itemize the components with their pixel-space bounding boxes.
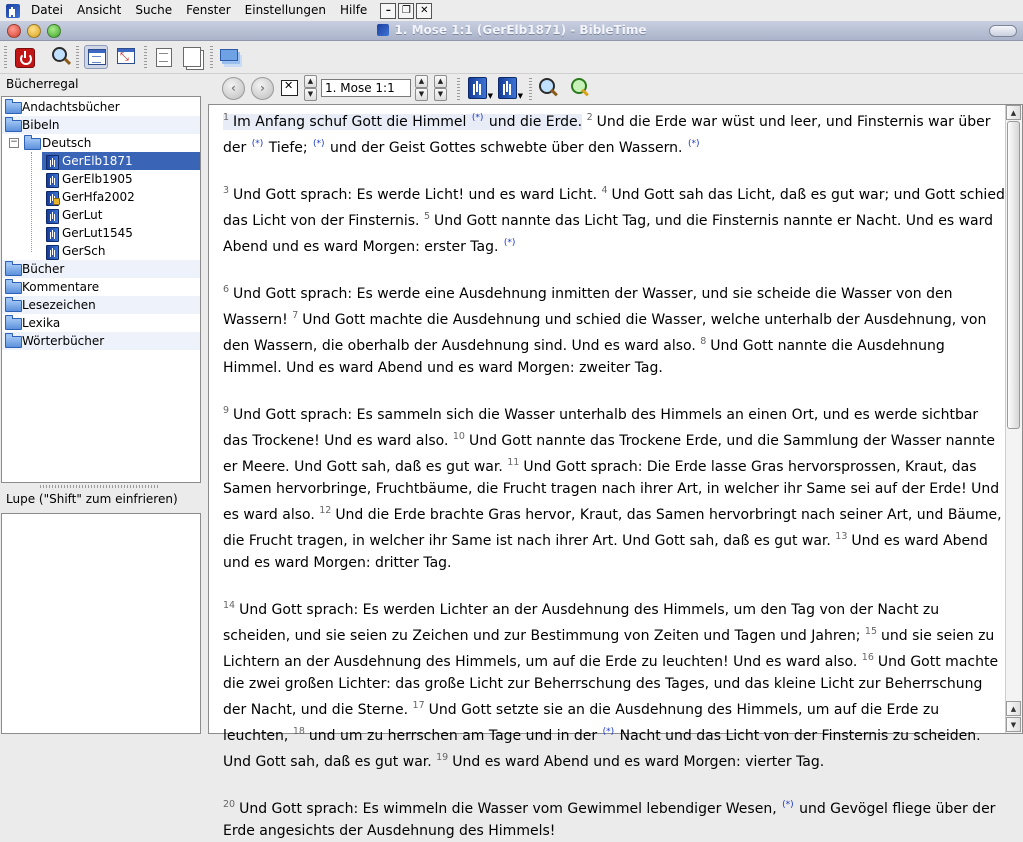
chapter-spinner[interactable] — [415, 75, 428, 101]
clear-reference-button[interactable] — [278, 78, 298, 96]
verse-text: Und es ward Abend und es ward Morgen: dritter Tag. — [223, 533, 988, 571]
verse-number[interactable]: 14 — [223, 600, 236, 611]
dropdown-arrow-icon: ▼ — [517, 92, 523, 100]
open-documents-button[interactable] — [180, 45, 204, 69]
verse[interactable] — [223, 602, 939, 644]
tree-item-lexika[interactable] — [2, 314, 200, 332]
menu-datei[interactable]: Datei — [31, 3, 64, 17]
verse-text: Und die Erde brachte Gras hervor, Kraut, das Samen hervorbringt nach seiner Art, und Bäume, die Frucht tragen, in welcher ihr Same ist nach ihrer Art. Und Gott sah, daß es gut war. — [223, 507, 1002, 549]
verse-number[interactable]: 10 — [452, 431, 465, 442]
previous-chapter-button[interactable]: ▲ — [415, 75, 428, 88]
mag-label: Lupe ("Shift" zum einfrieren) — [6, 492, 178, 506]
verse-spinner[interactable] — [434, 75, 447, 101]
scroll-up-button[interactable]: ▲ — [1006, 105, 1021, 120]
verse[interactable] — [223, 114, 582, 130]
toolbar-grip[interactable] — [210, 46, 213, 68]
verse[interactable] — [436, 754, 824, 770]
bookshelf-label: Bücherregal — [6, 77, 79, 91]
tree-connector — [31, 152, 32, 252]
add-module-button[interactable] — [498, 77, 523, 100]
panel-splitter[interactable] — [40, 485, 160, 488]
menu-einstellungen[interactable]: Einstellungen — [244, 3, 327, 17]
footnote-marker[interactable]: (*) — [471, 113, 484, 123]
verse-text: Und Gott sprach: Es werde Licht! und es ward Licht. — [233, 187, 598, 203]
search-icon — [52, 47, 67, 62]
verse-text: Im Anfang schuf Gott die Himmel — [233, 114, 471, 130]
tile-windows-button[interactable] — [84, 45, 108, 69]
tree-item-buecher[interactable] — [2, 260, 200, 278]
module-chooser-button[interactable] — [468, 77, 493, 100]
verse-number[interactable]: 3 — [223, 185, 230, 196]
tile-window-icon — [88, 49, 106, 65]
menubar — [0, 0, 1023, 22]
scripture-paragraph — [223, 180, 1005, 258]
tree-item-label: Andachtsbücher — [22, 100, 120, 114]
scripture-paragraph — [223, 105, 1005, 159]
verse-text: Und Gott sah das Licht, daß es gut war; und Gott schied das Licht von der Finsternis. — [223, 187, 1005, 229]
verse-number[interactable]: 9 — [223, 405, 230, 416]
scripture-paragraph — [223, 279, 1005, 379]
folder-open-icon — [5, 120, 22, 132]
verse-text: Und Gott sprach: Es werden Lichter an der Ausdehnung des Himmels, um den Tag von der Nacht zu scheiden, und sie seien zu Zeichen und zur Bestimmung von Zeiten und Tagen und Jahren; — [223, 602, 940, 644]
verse-number[interactable]: 19 — [436, 752, 449, 763]
tree-item-label: Lesezeichen — [22, 298, 96, 312]
next-chapter-button[interactable]: ▼ — [415, 88, 428, 101]
verse-text: Und Gott machte die zwei großen Lichter: das große Licht zur Beherrschung des Tages, und das kleine Licht zur Beherrschung der Nacht, und die Sterne. — [223, 654, 999, 718]
tree-item-andachtsbuecher[interactable] — [2, 98, 200, 116]
reader-text[interactable] — [223, 105, 1005, 839]
verse-number[interactable]: 16 — [861, 652, 874, 663]
tree-item-label: GerSch — [62, 244, 106, 258]
book-spinner[interactable] — [304, 75, 317, 101]
verse[interactable] — [223, 801, 995, 839]
tree-item-woerterbuecher[interactable] — [2, 332, 200, 350]
fullscreen-icon — [117, 48, 135, 64]
toolbar-toggle-button[interactable] — [989, 25, 1017, 37]
search-selection-button[interactable] — [568, 77, 590, 99]
mag-panel[interactable] — [1, 513, 201, 734]
dropdown-arrow-icon: ▼ — [487, 92, 493, 100]
tree-item-gerelb1871[interactable] — [42, 152, 200, 170]
menu-suche[interactable]: Suche — [135, 3, 173, 17]
folder-icon — [5, 336, 22, 348]
tree-item-gerelb1905[interactable] — [42, 170, 200, 188]
next-verse-button[interactable]: ▼ — [434, 88, 447, 101]
document-icon — [156, 48, 172, 67]
window-title — [0, 21, 1023, 40]
main-toolbar — [0, 41, 1023, 74]
verse-number[interactable]: 8 — [700, 336, 707, 347]
scripture-paragraph — [223, 400, 1005, 574]
verse-number[interactable]: 13 — [835, 531, 848, 542]
mdi-restore-button[interactable]: ❐ — [398, 3, 414, 19]
verse-text: Und Gott sprach: Es wimmeln die Wasser vom Gewimmel lebendiger Wesen, — [239, 801, 782, 817]
verse-text: Nacht und das Licht von der Finsternis zu scheiden. Und Gott sah, daß es gut war. — [223, 728, 981, 770]
search-button[interactable] — [48, 45, 72, 69]
verse-text: Und Gott sprach: Es sammeln sich die Wasser unterhalb des Himmels an einen Ort, und es werde sichtbar das Trockene! Und es ward also. — [223, 407, 979, 449]
footnote-marker[interactable]: (*) — [602, 727, 615, 737]
bible-icon — [46, 227, 59, 242]
history-back-button[interactable] — [222, 77, 245, 100]
next-book-button[interactable]: ▼ — [304, 88, 317, 101]
search-in-module-button[interactable] — [538, 77, 560, 99]
verse-text: und der Geist Gottes schwebte über den Wassern. — [325, 140, 687, 156]
footnote-marker[interactable]: (*) — [251, 139, 264, 149]
tree-item-label: Bibeln — [22, 118, 60, 132]
tree-item-label: GerLut — [62, 208, 103, 222]
bible-icon — [377, 24, 389, 36]
previous-book-button[interactable]: ▲ — [304, 75, 317, 88]
scrollbar-thumb[interactable] — [1007, 121, 1020, 429]
verse-text: Und Gott nannte die Ausdehnung Himmel. Und es ward Abend und es ward Morgen: zweiter Tag. — [223, 338, 945, 376]
menu-fenster[interactable]: Fenster — [186, 3, 231, 17]
verse-text: Und Gott sprach: Es werde eine Ausdehnung inmitten der Wasser, und sie scheide die Wasser von den Wassern! — [223, 286, 953, 328]
tree-item-deutsch[interactable] — [2, 134, 200, 152]
scripture-paragraph — [223, 595, 1005, 773]
locked-bible-icon — [46, 191, 59, 206]
verse-text: Und die Erde war wüst und leer, und Finsternis war über der — [223, 114, 991, 156]
folder-icon — [5, 282, 22, 294]
bible-icon — [46, 245, 59, 260]
footnote-marker[interactable]: (*) — [313, 139, 325, 149]
verse-text: Und Gott setzte sie an die Ausdehnung des Himmels, um auf die Erde zu leuchten, — [223, 702, 940, 744]
footnote-marker[interactable]: (*) — [782, 800, 794, 810]
scroll-down-button[interactable]: ▼ — [1006, 717, 1021, 732]
verse-number[interactable]: 12 — [319, 505, 332, 516]
tree-item-gerlut1545[interactable] — [42, 224, 200, 242]
tree-item-gersch[interactable] — [42, 242, 200, 260]
back-arrow-icon: ‹ — [231, 81, 236, 95]
bible-reader[interactable] — [208, 104, 1023, 839]
open-document-button[interactable] — [152, 45, 176, 69]
toolbar-grip[interactable] — [457, 78, 460, 100]
verse-number[interactable]: 20 — [223, 799, 236, 810]
reference-input[interactable] — [321, 79, 411, 97]
tree-item-gerlut[interactable] — [42, 206, 200, 224]
tree-item-label: Bücher — [22, 262, 65, 276]
collapse-icon[interactable]: − — [10, 137, 18, 147]
scroll-up-button[interactable]: ▲ — [1006, 701, 1021, 716]
tree-item-lesezeichen[interactable] — [2, 296, 200, 314]
mdi-minimize-button[interactable]: – — [380, 3, 396, 19]
tree-item-label: Wörterbücher — [22, 334, 105, 348]
tree-item-kommentare[interactable] — [2, 278, 200, 296]
window-title-text: 1. Mose 1:1 (GerElb1871) - BibleTime — [394, 23, 647, 37]
reader-toolbar — [214, 73, 1023, 103]
menu-ansicht[interactable]: Ansicht — [77, 3, 122, 17]
windows-stack-button[interactable] — [218, 45, 242, 69]
verse-number[interactable]: 11 — [507, 457, 520, 468]
verse-text: und die Erde. — [484, 114, 583, 130]
verse-number[interactable]: 7 — [292, 310, 299, 321]
tree-item-label: GerLut1545 — [62, 226, 133, 240]
tree-item-label: Kommentare — [22, 280, 100, 294]
window-titlebar[interactable] — [0, 21, 1023, 41]
toolbar-grip[interactable] — [76, 46, 79, 68]
bible-icon — [46, 155, 59, 170]
verse-text: und um zu herrschen am Tage und in der — [308, 728, 602, 744]
previous-verse-button[interactable]: ▲ — [434, 75, 447, 88]
verse-number[interactable]: 6 — [223, 284, 230, 295]
verse-number[interactable]: 18 — [292, 726, 305, 737]
tree-item-bibeln[interactable] — [2, 116, 200, 134]
bibletime-app-icon[interactable] — [6, 4, 20, 18]
bible-icon — [46, 173, 59, 188]
verse-text: Und es ward Abend und es ward Morgen: vierter Tag. — [452, 754, 825, 770]
folder-icon — [5, 318, 22, 330]
verse-number[interactable]: 1 — [223, 112, 230, 123]
verse-number[interactable]: 17 — [412, 700, 425, 711]
toolbar-grip[interactable] — [529, 78, 532, 100]
mdi-window-controls — [380, 3, 434, 19]
verse-number[interactable]: 2 — [586, 112, 593, 123]
stack-icon — [220, 49, 238, 61]
verse-number[interactable]: 15 — [864, 626, 878, 637]
bible-icon — [46, 209, 59, 224]
bookshelf-tree[interactable] — [1, 96, 201, 483]
tree-item-label: Deutsch — [42, 136, 92, 150]
fullscreen-button[interactable] — [114, 45, 138, 69]
quit-button[interactable] — [12, 45, 36, 69]
tree-item-label: GerHfa2002 — [62, 190, 135, 204]
tree-item-label: GerElb1871 — [62, 154, 133, 168]
verse-number[interactable]: 5 — [423, 211, 430, 222]
power-icon — [15, 48, 35, 68]
verse-text: und sie seien zu Lichtern an der Ausdehnung des Himmels, um auf die Erde zu leuchten! Und es ward also. — [223, 628, 995, 670]
verse-text: Und Gott sprach: Die Erde lasse Gras hervorsprossen, Kraut, das Samen hervorbringe, Fruchtbäume, die Frucht tragen nach ihrer Art, in welcher ihr Same sei auf der Erde! Und es ward also. — [223, 459, 1000, 523]
vertical-scrollbar[interactable] — [1005, 105, 1022, 733]
folder-icon — [5, 264, 22, 276]
mdi-close-button[interactable]: ✕ — [416, 3, 432, 19]
footnote-marker[interactable]: (*) — [503, 238, 516, 248]
toolbar-grip[interactable] — [144, 46, 147, 68]
tree-item-gerhfa2002[interactable] — [42, 188, 200, 206]
verse-text: Und Gott nannte das Trockene Erde, und die Sammlung der Wasser nannte er Meere. Und Gott sah, daß es gut war. — [223, 433, 995, 475]
tree-item-label: Lexika — [22, 316, 61, 330]
footnote-marker[interactable]: (*) — [687, 139, 700, 149]
tree-item-label: GerElb1905 — [62, 172, 133, 186]
verse-text: Tiefe; — [264, 140, 313, 156]
folder-open-icon — [24, 138, 41, 150]
verse-text: Und Gott nannte das Licht Tag, und die Finsternis nannte er Nacht. Und es ward Abend und es ward Morgen: erster Tag. — [223, 213, 994, 255]
history-forward-button[interactable] — [251, 77, 274, 100]
menu-hilfe[interactable]: Hilfe — [340, 3, 368, 17]
folder-icon — [5, 300, 22, 312]
verse[interactable] — [223, 187, 597, 203]
verse-text: Und Gott machte die Ausdehnung und schied die Wasser, welche unterhalb der Ausdehnung, von den Wassern, die oberhalb der Ausdehnung sind. Und es ward also. — [223, 312, 987, 354]
forward-arrow-icon: › — [260, 81, 265, 95]
verse-number[interactable]: 4 — [601, 185, 608, 196]
folder-icon — [5, 102, 22, 114]
documents-icon — [183, 47, 201, 67]
toolbar-grip[interactable] — [4, 46, 7, 68]
verse-text: und Gevögel fliege über der Erde angesichts der Ausdehnung des Himmels! — [223, 801, 996, 839]
scripture-paragraph — [223, 794, 1005, 842]
